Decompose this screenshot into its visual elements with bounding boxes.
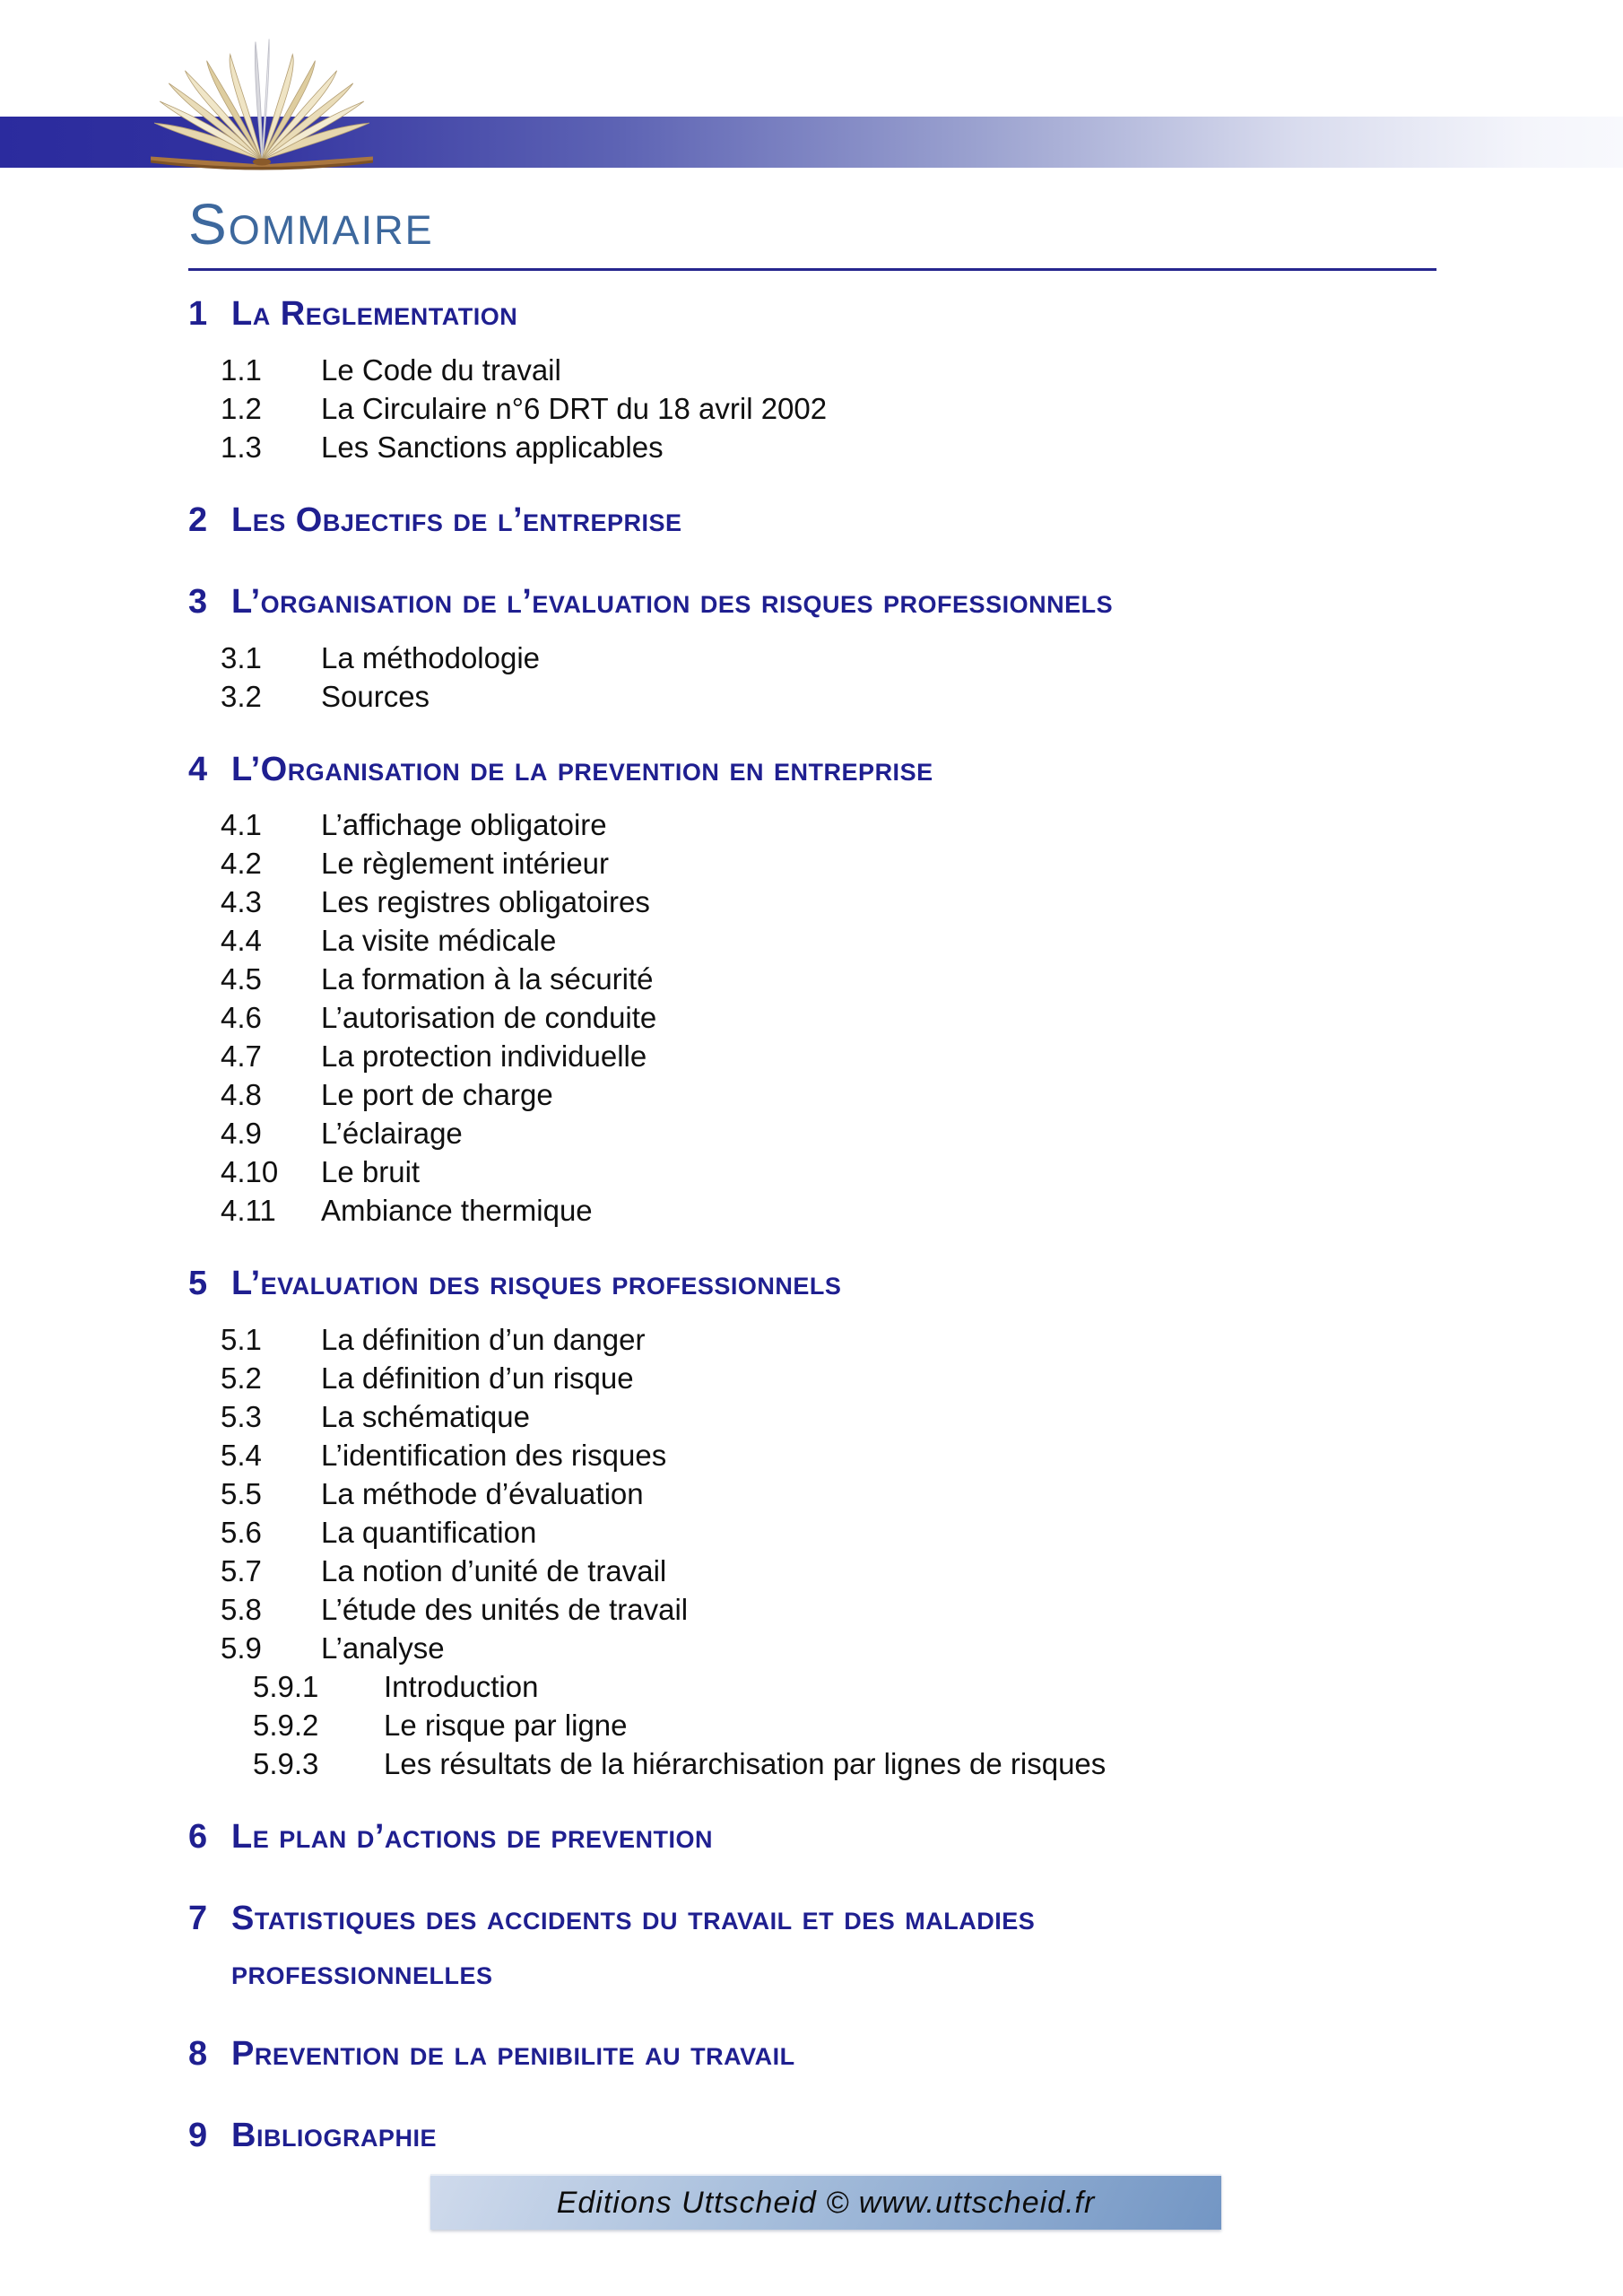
footer-text: Editions Uttscheid © www.uttscheid.fr xyxy=(556,2185,1096,2220)
toc-item-title: Ambiance thermique xyxy=(321,1194,593,1228)
toc-section-title: L’organisation de l’evaluation des risques professionnels xyxy=(231,582,1114,621)
toc-item-5-9-3 xyxy=(188,1744,1436,1783)
footer-bar xyxy=(430,2174,1221,2230)
toc-item-title: La formation à la sécurité xyxy=(321,962,654,996)
toc-item-title: La quantification xyxy=(321,1516,537,1550)
toc-item-5-1 xyxy=(188,1320,1436,1359)
toc-section-number: 5 xyxy=(188,1265,208,1303)
toc-item-4-6 xyxy=(188,998,1436,1037)
toc-item-4-1 xyxy=(188,805,1436,844)
toc-item-number: 4.3 xyxy=(221,885,262,919)
toc-item-number: 4.10 xyxy=(221,1155,279,1189)
toc-section-number: 7 xyxy=(188,1899,208,1937)
toc-item-1-3 xyxy=(188,428,1436,466)
toc-item-number: 1.3 xyxy=(221,430,262,464)
toc-item-number: 5.5 xyxy=(221,1477,262,1511)
toc-item-number: 5.9 xyxy=(221,1631,262,1665)
toc-section-title: Prevention de la penibilite au travail xyxy=(231,2035,795,2074)
toc-item-number: 4.11 xyxy=(221,1194,276,1228)
toc-section-title: L’evaluation des risques professionnels xyxy=(231,1265,842,1303)
toc-item-4-9 xyxy=(188,1114,1436,1152)
toc-section-9 xyxy=(188,2109,1436,2163)
toc-item-number: 4.1 xyxy=(221,808,262,842)
toc-item-title: L’éclairage xyxy=(321,1117,463,1151)
toc-item-number: 5.8 xyxy=(221,1593,262,1627)
toc-section-7 xyxy=(188,1892,1436,2001)
toc-item-4-2 xyxy=(188,844,1436,883)
toc-item-title: Les registres obligatoires xyxy=(321,885,650,919)
open-book-icon xyxy=(142,36,382,170)
toc-item-1-1 xyxy=(188,351,1436,389)
page-title: Sommaire xyxy=(188,192,434,257)
toc-section-8 xyxy=(188,2027,1436,2082)
toc-item-number: 5.9.2 xyxy=(253,1709,319,1743)
toc-section-number: 9 xyxy=(188,2117,208,2155)
toc-item-title: La notion d’unité de travail xyxy=(321,1554,667,1588)
toc-section-title: La Reglementation xyxy=(231,295,518,334)
toc-item-5-9 xyxy=(188,1629,1436,1667)
toc-item-4-5 xyxy=(188,960,1436,998)
toc-item-title: L’étude des unités de travail xyxy=(321,1593,689,1627)
toc-item-title: L’analyse xyxy=(321,1631,445,1665)
toc-item-number: 5.9.1 xyxy=(253,1670,319,1704)
toc-section-3 xyxy=(188,575,1436,630)
toc-section-title: Les Objectifs de l’entreprise xyxy=(231,500,682,539)
toc-item-title: Les Sanctions applicables xyxy=(321,430,664,464)
toc-item-number: 1.1 xyxy=(221,352,262,387)
toc-item-number: 4.7 xyxy=(221,1039,262,1074)
toc-item-number: 5.3 xyxy=(221,1400,262,1434)
toc-item-title: Les résultats de la hiérarchisation par lignes de risques xyxy=(384,1747,1107,1781)
toc xyxy=(188,287,1436,2163)
toc-section-number: 3 xyxy=(188,582,208,621)
toc-item-title: Introduction xyxy=(384,1670,539,1704)
toc-section-1 xyxy=(188,287,1436,342)
toc-item-4-11 xyxy=(188,1191,1436,1230)
toc-section-number: 1 xyxy=(188,295,208,334)
toc-item-number: 5.1 xyxy=(221,1323,262,1357)
toc-item-title: Le bruit xyxy=(321,1155,421,1189)
toc-item-title: L’autorisation de conduite xyxy=(321,1001,657,1035)
toc-item-5-9-1 xyxy=(188,1667,1436,1706)
toc-item-number: 4.2 xyxy=(221,847,262,881)
toc-item-number: 3.2 xyxy=(221,679,262,713)
toc-item-number: 5.6 xyxy=(221,1516,262,1550)
toc-item-number: 4.4 xyxy=(221,924,262,958)
toc-item-title: La définition d’un danger xyxy=(321,1323,646,1357)
toc-section-title: Le plan d’actions de prevention xyxy=(231,1818,714,1857)
toc-item-title: Sources xyxy=(321,679,430,713)
toc-item-title: La visite médicale xyxy=(321,924,557,958)
toc-section-4 xyxy=(188,743,1436,797)
toc-item-number: 4.9 xyxy=(221,1117,262,1151)
content-column xyxy=(188,194,1436,2172)
toc-item-5-5 xyxy=(188,1474,1436,1513)
toc-item-title: L’identification des risques xyxy=(321,1439,667,1473)
toc-item-number: 5.2 xyxy=(221,1361,262,1396)
toc-section-number: 6 xyxy=(188,1818,208,1857)
title-rule xyxy=(188,268,1436,271)
toc-item-4-10 xyxy=(188,1152,1436,1191)
toc-item-number: 1.2 xyxy=(221,391,262,425)
toc-item-4-4 xyxy=(188,921,1436,960)
toc-item-4-3 xyxy=(188,883,1436,921)
toc-item-title: La Circulaire n°6 DRT du 18 avril 2002 xyxy=(321,391,828,425)
toc-item-5-3 xyxy=(188,1397,1436,1436)
toc-item-5-6 xyxy=(188,1513,1436,1552)
toc-item-title: La méthode d’évaluation xyxy=(321,1477,644,1511)
toc-item-title: La méthodologie xyxy=(321,640,541,674)
toc-item-number: 4.6 xyxy=(221,1001,262,1035)
toc-section-number: 2 xyxy=(188,500,208,539)
toc-item-title: L’affichage obligatoire xyxy=(321,808,607,842)
toc-section-title: Statistiques des accidents du travail et des maladies professionnelles xyxy=(231,1899,1036,1992)
toc-section-5 xyxy=(188,1257,1436,1311)
toc-item-title: Le port de charge xyxy=(321,1078,553,1112)
toc-item-number: 5.4 xyxy=(221,1439,262,1473)
toc-item-4-7 xyxy=(188,1037,1436,1075)
toc-item-5-2 xyxy=(188,1359,1436,1397)
toc-item-title: La protection individuelle xyxy=(321,1039,647,1074)
toc-item-number: 4.5 xyxy=(221,962,262,996)
toc-section-number: 4 xyxy=(188,750,208,788)
toc-item-title: Le risque par ligne xyxy=(384,1709,628,1743)
toc-item-5-4 xyxy=(188,1436,1436,1474)
toc-item-number: 4.8 xyxy=(221,1078,262,1112)
toc-item-number: 5.7 xyxy=(221,1554,262,1588)
toc-section-number: 8 xyxy=(188,2035,208,2074)
toc-item-3-1 xyxy=(188,639,1436,677)
toc-item-number: 5.9.3 xyxy=(253,1747,319,1781)
toc-section-2 xyxy=(188,493,1436,548)
toc-section-6 xyxy=(188,1810,1436,1865)
toc-section-title: Bibliographie xyxy=(231,2117,437,2155)
toc-item-1-2 xyxy=(188,389,1436,428)
toc-item-title: Le Code du travail xyxy=(321,352,561,387)
toc-item-title: Le règlement intérieur xyxy=(321,847,610,881)
toc-item-title: La schématique xyxy=(321,1400,530,1434)
toc-item-title: La définition d’un risque xyxy=(321,1361,634,1396)
toc-item-5-9-2 xyxy=(188,1706,1436,1744)
toc-item-5-8 xyxy=(188,1590,1436,1629)
toc-item-number: 3.1 xyxy=(221,640,262,674)
toc-item-3-2 xyxy=(188,677,1436,716)
toc-section-title: L’Organisation de la prevention en entreprise xyxy=(231,750,933,788)
toc-item-4-8 xyxy=(188,1075,1436,1114)
toc-item-5-7 xyxy=(188,1552,1436,1590)
